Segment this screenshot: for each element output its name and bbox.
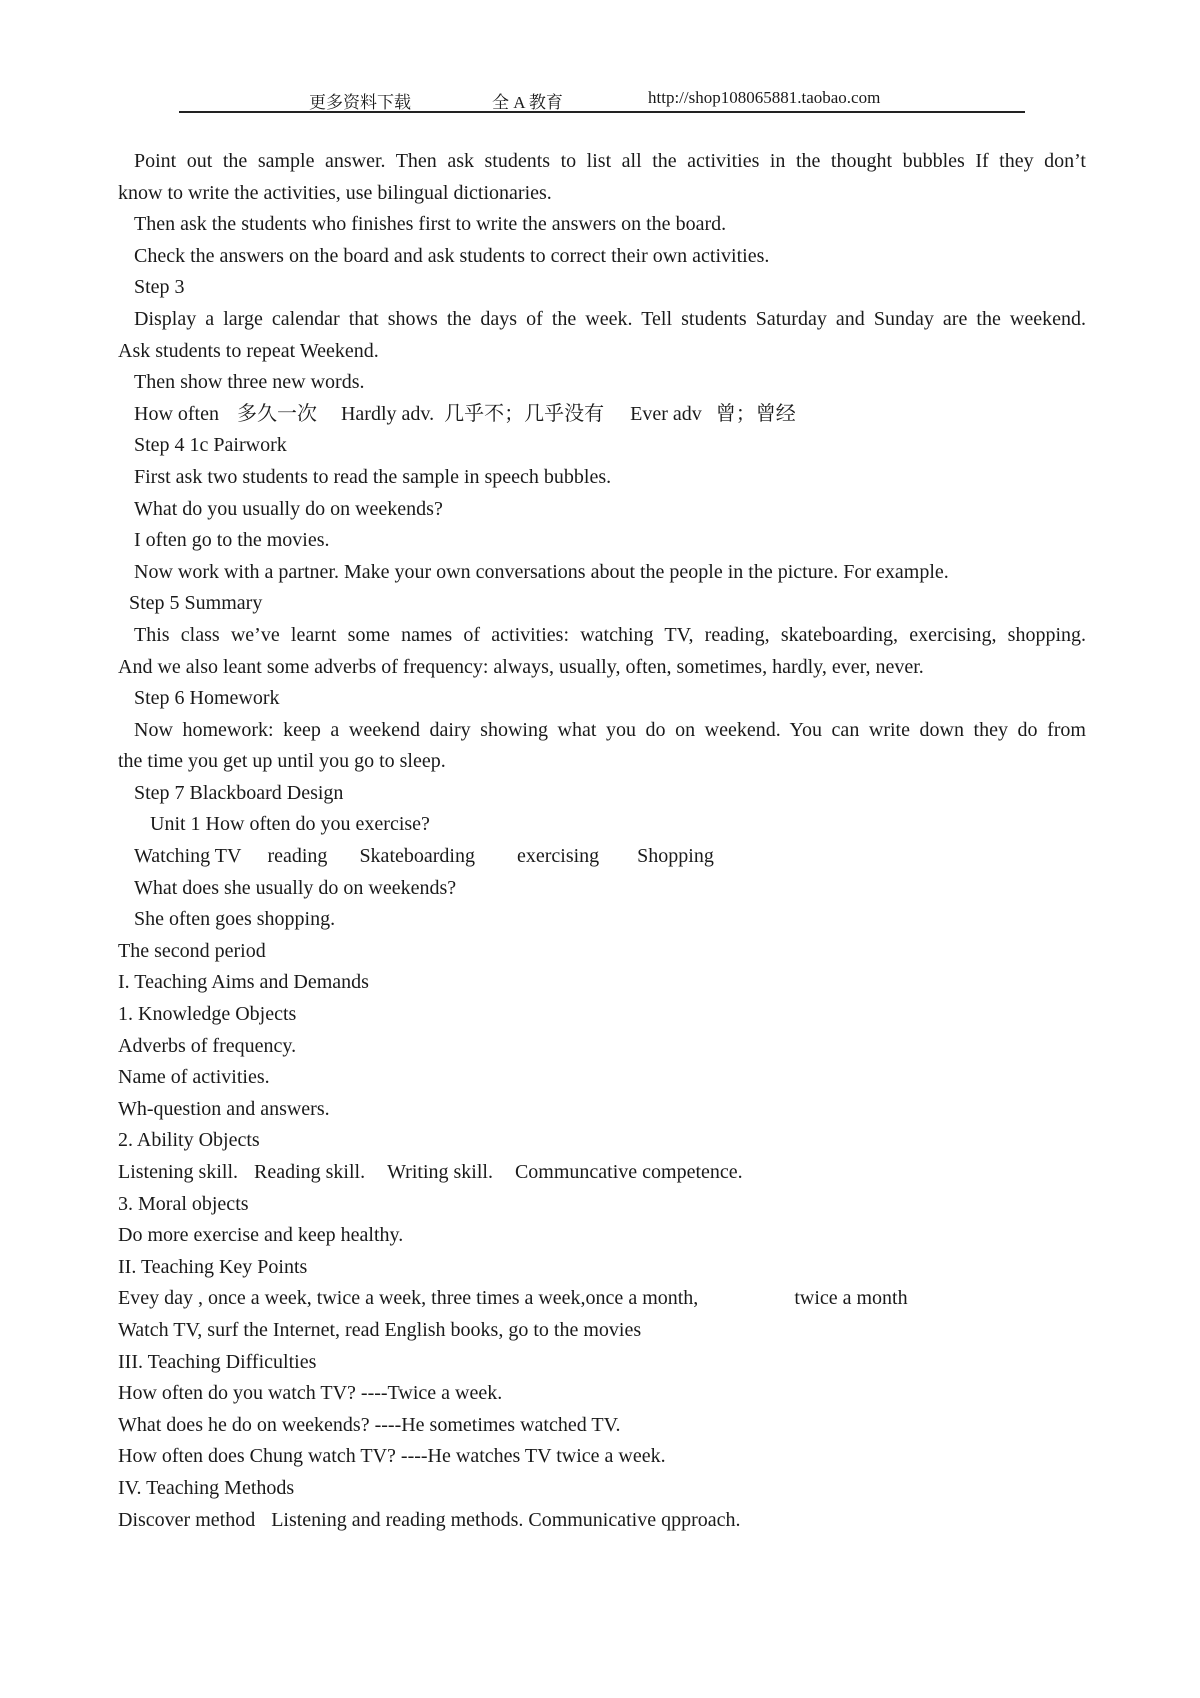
vocab-term: How often [134, 402, 219, 425]
paragraph-line: And we also leant some adverbs of frequency: always, usually, often, sometimes, hardly, ever, never. [118, 655, 924, 678]
activity-item: Skateboarding [359, 845, 475, 868]
paragraph-line: This class we’ve learnt some names of activities: watching TV, reading, skateboarding, exercising, shopping. [134, 623, 1086, 646]
paragraph-line: know to write the activities, use bilingual dictionaries. [118, 181, 552, 204]
step-heading: Step 3 [134, 276, 185, 299]
skills-line [118, 1157, 1086, 1189]
page-header [0, 84, 1200, 114]
header-rule [179, 111, 1025, 113]
section-heading: III. Teaching Difficulties [118, 1350, 317, 1373]
paragraph-line: Adverbs of frequency. [118, 1034, 297, 1057]
step-heading: Step 6 Homework [134, 687, 280, 710]
vocab-line [118, 399, 1086, 431]
activity-item: Watching TV [134, 845, 242, 868]
method-item: Listening and reading methods. Communicative qpproach. [271, 1508, 741, 1531]
header-url-link[interactable]: http://shop108065881.taobao.com [648, 88, 881, 107]
paragraph-line: Name of activities. [118, 1066, 270, 1089]
paragraph-line: Ask students to repeat Weekend. [118, 339, 379, 362]
paragraph-line: She often goes shopping. [134, 908, 336, 931]
paragraph-line: Now homework: keep a weekend dairy showing what you do on weekend. You can write down they do from [134, 718, 1086, 741]
paragraph-line: Watch TV, surf the Internet, read English books, go to the movies [118, 1318, 642, 1341]
paragraph-line: How often do you watch TV? ----Twice a week. [118, 1382, 503, 1405]
step-heading: Step 5 Summary [129, 592, 263, 615]
subsection-heading: 2. Ability Objects [118, 1129, 260, 1152]
skill-item: Writing skill. [387, 1161, 493, 1183]
vocab-meaning: 多久一次 [236, 402, 317, 425]
activity-item: exercising [516, 845, 600, 868]
subsection-heading: 3. Moral objects [118, 1192, 249, 1215]
skill-item: Communcative competence. [514, 1161, 743, 1183]
section-heading: The second period [118, 939, 266, 962]
paragraph-line: Point out the sample answer. Then ask students to list all the activities in the thought bubbles If they don’t [134, 150, 1086, 172]
activity-item: reading [267, 845, 328, 868]
step-heading: Step 4 1c Pairwork [134, 434, 287, 457]
paragraph-line: What does he do on weekends? ----He sometimes watched TV. [118, 1413, 621, 1436]
section-heading: I. Teaching Aims and Demands [118, 971, 369, 994]
section-heading: II. Teaching Key Points [118, 1255, 308, 1278]
paragraph-line: Now work with a partner. Make your own conversations about the people in the picture. For example. [134, 560, 949, 583]
key-point-text: Evey day , once a week, twice a week, three times a week,once a month, [118, 1287, 699, 1310]
blackboard-title: Unit 1 How often do you exercise? [150, 813, 430, 836]
section-heading: IV. Teaching Methods [118, 1476, 295, 1499]
paragraph-line: What do you usually do on weekends? [134, 497, 443, 520]
paragraph-line: How often does Chung watch TV? ----He watches TV twice a week. [118, 1445, 666, 1468]
vocab-term: Hardly adv. [340, 402, 435, 425]
header-left-text: 更多资料下载 [309, 93, 411, 112]
paragraph-line: Do more exercise and keep healthy. [118, 1224, 404, 1247]
skill-item: Reading skill. [254, 1161, 366, 1183]
skill-item: Listening skill. [118, 1161, 238, 1183]
vocab-meaning: 几乎不；几乎没有 [444, 402, 605, 425]
key-point-text: twice a month [794, 1287, 908, 1310]
paragraph-line: Display a large calendar that shows the days of the week. Tell students Saturday and Sunday are the weekend. [134, 307, 1086, 330]
paragraph-line: I often go to the movies. [134, 529, 330, 552]
paragraph-line: Wh-question and answers. [118, 1097, 330, 1120]
vocab-term: Ever adv [630, 402, 702, 425]
blackboard-activities [118, 841, 1086, 873]
header-center-text: 全 A 教育 [492, 93, 563, 112]
paragraph-line: Then show three new words. [134, 371, 365, 394]
paragraph-line: What does she usually do on weekends? [134, 876, 457, 899]
methods-line [118, 1505, 1086, 1537]
subsection-heading: 1. Knowledge Objects [118, 1003, 297, 1026]
step-heading: Step 7 Blackboard Design [134, 781, 344, 804]
paragraph-line: Then ask the students who finishes first to write the answers on the board. [134, 213, 727, 236]
paragraph-line: the time you get up until you go to sleep. [118, 750, 446, 773]
vocab-meaning: 曾；曾经 [715, 402, 796, 425]
method-item: Discover method [118, 1508, 256, 1531]
paragraph-line: Check the answers on the board and ask students to correct their own activities. [134, 244, 770, 267]
activity-item: Shopping [637, 845, 714, 868]
paragraph-line: First ask two students to read the sample in speech bubbles. [134, 465, 612, 488]
document-body [118, 146, 1086, 1536]
key-points-line [118, 1283, 1086, 1315]
